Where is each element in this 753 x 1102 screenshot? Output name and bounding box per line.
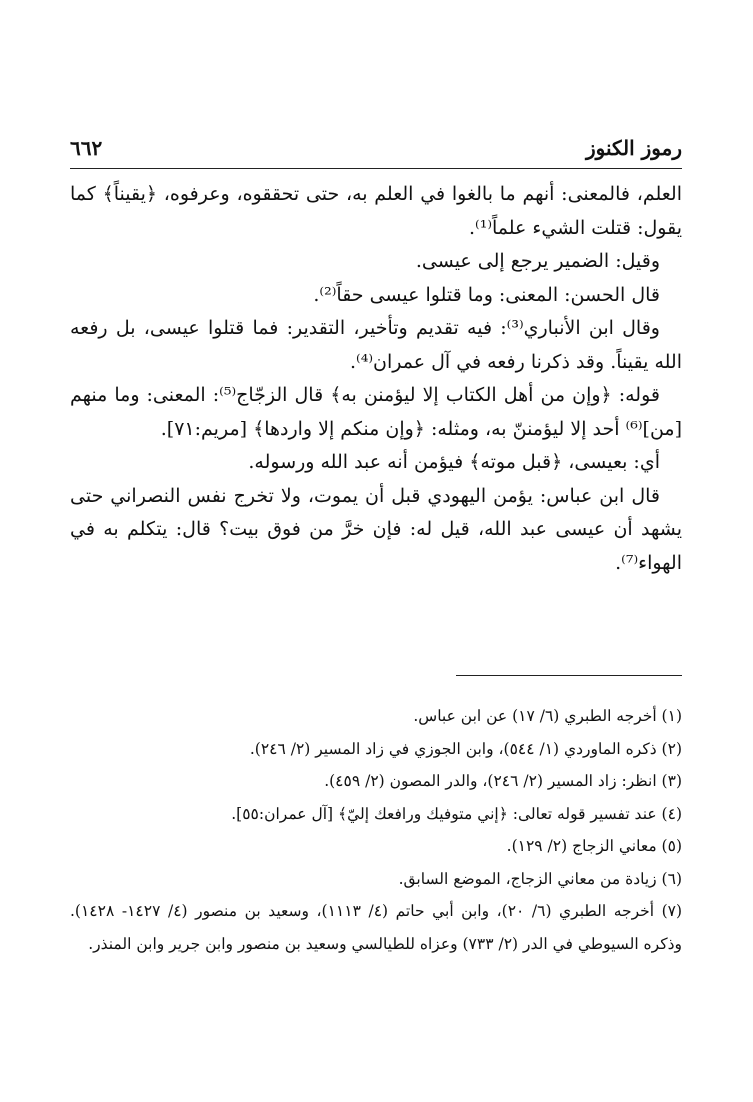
paragraph-3: قال الحسن: المعنى: وما قتلوا عيسى حقاً⁽²⁾.	[313, 283, 660, 306]
footnote-6: (٦) زيادة من معاني الزجاج، الموضع السابق.	[398, 869, 682, 888]
paragraph-5: قوله: ﴿وإن من أهل الكتاب إلا ليؤمنن به﴾ قال الزجّاج⁽⁵⁾: المعنى: وما منهم [من]⁽⁶⁾ أحد إلا ليؤمننّ به، ومثله: ﴿وإن منكم إلا واردها﴾ [مريم:٧١].	[70, 384, 682, 440]
paragraph-1: العلم، فالمعنى: أنهم ما بالغوا في العلم به، حتى تحققوه، وعرفوه، ﴿يقيناً﴾ كما يقول: قتلت الشيء علماً⁽¹⁾.	[70, 183, 682, 239]
page-header	[70, 134, 682, 169]
footnote-5: (٥) معاني الزجاج (٢/ ١٢٩).	[506, 837, 682, 855]
footnote-separator	[456, 675, 682, 676]
footnote-7: (٧) أخرجه الطبري (٦/ ٢٠)، وابن أبي حاتم (٤/ ١١١٣)، وسعيد بن منصور (٤/ ١٤٢٧- ١٤٢٨). وذكره السيوطي في الدر (٢/ ٧٣٣) وعزاه للطيالسي وسعيد بن منصور وابن جرير وابن المنذر.	[70, 902, 683, 953]
paragraph-6: أي: بعيسى، ﴿قبل موته﴾ فيؤمن أنه عبد الله ورسوله.	[248, 451, 660, 473]
paragraph-2: وقيل: الضمير يرجع إلى عيسى.	[415, 250, 660, 272]
footnote-2: (٢) ذكره الماوردي (١/ ٥٤٤)، وابن الجوزي في زاد المسير (٢/ ٢٤٦).	[249, 739, 682, 758]
main-text	[70, 178, 682, 580]
footnote-4: (٤) عند تفسير قوله تعالى: ﴿إني متوفيك ورافعك إليّ﴾ [آل عمران:٥٥].	[231, 804, 682, 823]
book-title: رموز الكنوز	[585, 136, 682, 160]
page-number: ٦٦٢	[70, 136, 103, 160]
footnote-3: (٣) انظر: زاد المسير (٢/ ٢٤٦)، والدر المصون (٢/ ٤٥٩).	[324, 772, 682, 790]
footnotes	[70, 700, 682, 960]
paragraph-7: قال ابن عباس: يؤمن اليهودي قبل أن يموت، ولا تخرج نفس النصراني حتى يشهد أن عيسى عبد الله، قيل له: فإن خرَّ من فوق بيت؟ قال: يتكلم به في الهواء⁽⁷⁾.	[70, 484, 682, 574]
footnote-1: (١) أخرجه الطبري (٦/ ١٧) عن ابن عباس.	[413, 707, 682, 725]
paragraph-4: وقال ابن الأنباري⁽³⁾: فيه تقديم وتأخير، التقدير: فما قتلوا عيسى، بل رفعه الله يقيناً. وقد ذكرنا رفعه في آل عمران⁽⁴⁾.	[70, 317, 682, 373]
